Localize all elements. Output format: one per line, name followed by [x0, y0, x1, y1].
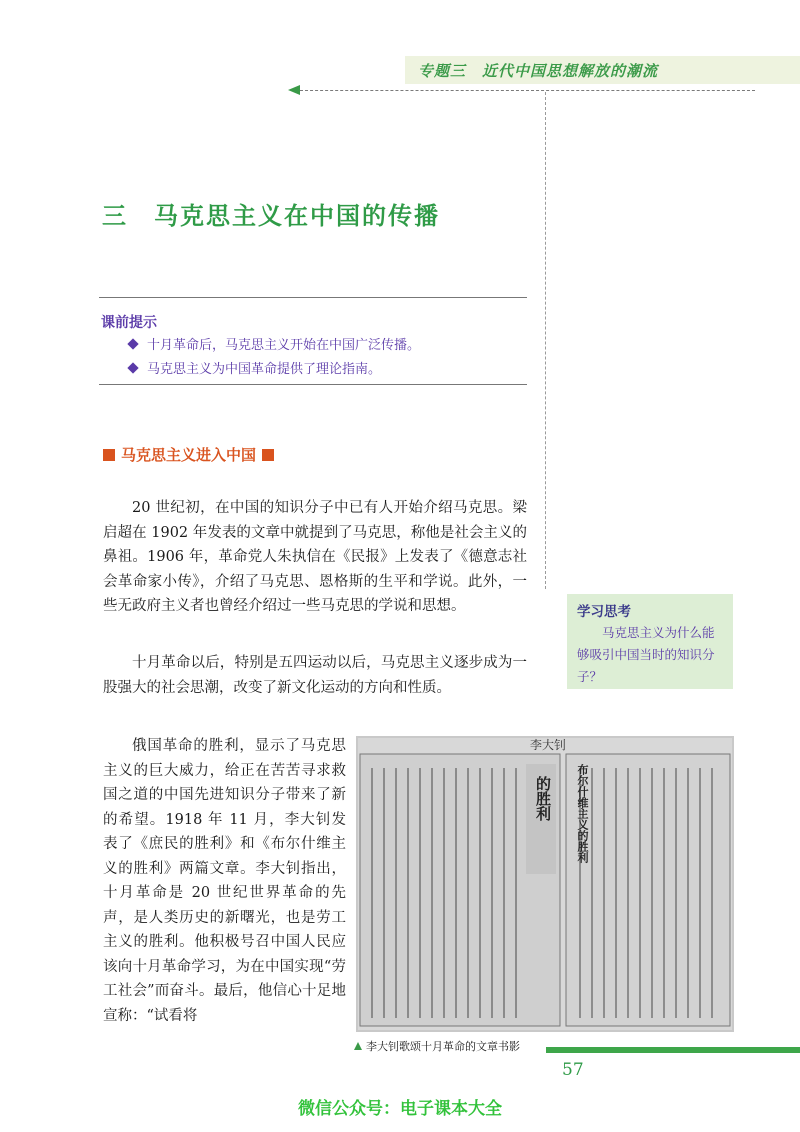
photo-author-label: 李大钊	[530, 738, 567, 752]
tips-item: 马克思主义为中国革命提供了理论指南。	[129, 358, 381, 377]
triangle-up-icon	[354, 1042, 362, 1050]
paragraph-3: 俄国革命的胜利，显示了马克思主义的巨大威力，给正在苦苦寻求救国之道的中国先进知识分子带来了新的希望。1918 年 11 月，李大钊发表了《庶民的胜利》和《布尔什维主义的胜利》两篇文章。李大钊指出，十月革命是 20 世纪世界革命的先声，是人类历史的新曙光，也是劳工主义的胜利。他积极号召中国人民应该向十月革命学习，为在中国实现“劳工社会”而奋斗。最后，他信心十足地宣称：“试看将	[103, 738, 346, 1024]
arrow-left-icon	[288, 85, 300, 95]
newspaper-photo	[356, 736, 734, 1032]
photo-headline-right: 布尔什维主义的胜利	[576, 764, 589, 863]
study-text: 马克思主义为什么能够吸引中国当时的知识分子？	[577, 625, 715, 684]
paragraph-1: 20 世纪初，在中国的知识分子中已有人开始介绍马克思。梁启超在 1902 年发表的文章中就提到了马克思，称他是社会主义的鼻祖。1906 年，革命党人朱执信在《民报》上发表了《德意志社会革命家小传》，介绍了马克思、恩格斯的生平和学说。此外，一些无政府主义者也曾经介绍过一些马克思的学说和思想。	[103, 500, 527, 614]
square-bullet-icon	[103, 449, 115, 461]
diamond-bullet-icon	[127, 362, 138, 373]
tips-title: 课前提示	[101, 315, 157, 331]
photo-caption: 李大钊歌颂十月革命的文章书影	[354, 1038, 520, 1054]
watermark: 微信公众号：电子课本大全	[298, 1099, 502, 1119]
paragraph-2: 十月革命以后，特别是五四运动以后，马克思主义逐步成为一股强大的社会思潮，改变了新文化运动的方向和性质。	[103, 655, 527, 696]
photo-headline-left: 的胜利	[534, 776, 552, 821]
page-number: 57	[562, 1060, 584, 1080]
margin-divider	[545, 92, 546, 589]
topic-header: 专题三 近代中国思想解放的潮流	[418, 62, 659, 80]
tips-item: 十月革命后，马克思主义开始在中国广泛传播。	[129, 334, 420, 353]
footer-bar	[546, 1047, 800, 1053]
square-bullet-icon	[262, 449, 274, 461]
section-heading: 马克思主义进入中国	[103, 444, 274, 465]
header-divider	[300, 90, 755, 91]
tips-box	[99, 297, 527, 385]
diamond-bullet-icon	[127, 338, 138, 349]
study-box	[567, 594, 733, 689]
chapter-title: 三 马克思主义在中国的传播	[102, 202, 440, 230]
study-title: 学习思考	[577, 604, 631, 620]
